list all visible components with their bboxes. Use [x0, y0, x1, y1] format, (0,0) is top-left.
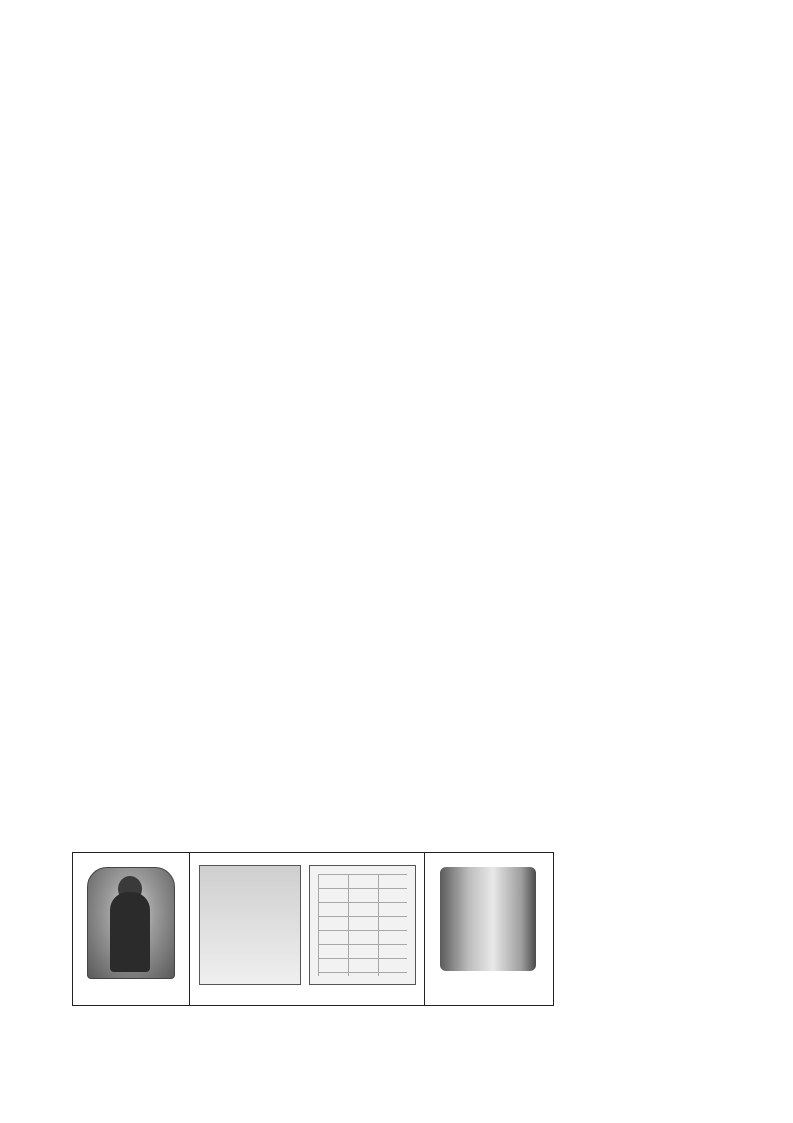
souvenir-panel [424, 853, 553, 1005]
question-zigong-line-2 [72, 829, 74, 847]
certificate-panel [189, 853, 425, 1005]
question-nanchong-line-1 [72, 773, 74, 791]
photo-panel [73, 853, 190, 1005]
question-jingzhou-line-3 [72, 324, 74, 342]
certificate-form-image [309, 865, 416, 985]
certificate-image [199, 865, 301, 985]
material-figure [72, 852, 554, 1006]
soldier-photo [87, 867, 175, 979]
question-yunnan-line-2 [72, 552, 74, 570]
question-huaihua-line-2 [72, 497, 74, 515]
souvenir-mug-image [440, 867, 536, 971]
question-linyi-line-3 [72, 407, 74, 425]
